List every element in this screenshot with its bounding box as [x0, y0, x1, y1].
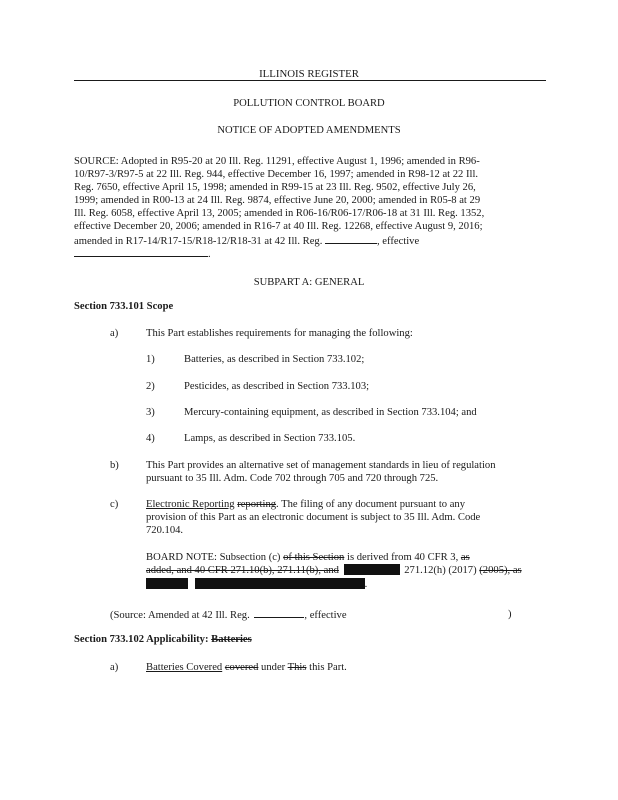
- notice-title: NOTICE OF ADOPTED AMENDMENTS: [217, 125, 401, 136]
- section-102-heading-struck: Batteries: [211, 634, 252, 645]
- amendment-source-prefix: (Source: Amended at 42 Ill. Reg.: [110, 610, 250, 621]
- register-header: [0, 68, 618, 81]
- source-line-2: 10/R97-3/R97-5 at 22 Ill. Reg. 944, effective December 16, 1997; amended in R98-12 at 22 Ill.: [74, 169, 479, 180]
- section-102-heading: [74, 633, 252, 646]
- section-102-a-text: [146, 661, 347, 674]
- item-1-num: 1): [146, 354, 155, 365]
- redaction-block: [195, 578, 365, 589]
- section-101-a-label: a): [110, 328, 119, 339]
- section-101-a-text: This Part establishes requirements for managing the following:: [146, 328, 413, 339]
- section-101-c-label: c): [110, 499, 119, 510]
- note-line-3-tail: .: [364, 579, 368, 590]
- section-101-b-label: b): [110, 460, 119, 471]
- source-line-1: SOURCE: Adopted in R95-20 at 20 Ill. Reg. 11291, effective August 1, 1996; amended in R96-: [74, 156, 480, 167]
- agency-name: POLLUTION CONTROL BOARD: [233, 98, 385, 109]
- item-3-num: 3): [146, 407, 155, 418]
- source-line-5: Ill. Reg. 6058, effective April 13, 2005; amended in R06-16/R06-17/R06-18 at 31 Ill. Reg. 1352,: [74, 208, 485, 219]
- c-struck-text: reporting: [237, 499, 277, 510]
- c-line-1-rest: . The filing of any document pursuant to any: [276, 499, 466, 510]
- section-101-heading: Section 733.101 Scope: [74, 301, 174, 312]
- register-title: ILLINOIS REGISTER: [259, 68, 359, 80]
- c-inserted-text: Electronic Reporting: [146, 499, 235, 510]
- section-102-a-struck: covered: [224, 662, 259, 673]
- section-102-a-struck-2: This: [287, 662, 307, 673]
- section-101-b-line-2: pursuant to 35 Ill. Adm. Code 702 through 705 and 720 through 725.: [146, 473, 439, 484]
- note-prefix: BOARD NOTE: Subsection (c): [146, 552, 281, 563]
- amendment-source-end: ): [508, 609, 512, 620]
- section-102-heading-a: Section 733.102 Applicability:: [74, 634, 209, 645]
- section-102-a-end: this Part.: [309, 662, 347, 673]
- section-101-b-line-1: This Part provides an alternative set of management standards in lieu of regulation: [146, 460, 496, 471]
- amendment-source-mid: , effective: [304, 610, 347, 621]
- section-102-a-inserted: Batteries Covered: [146, 662, 223, 673]
- register-page-blank: [325, 234, 377, 244]
- note-mid: is derived from 40 CFR 3,: [347, 552, 459, 563]
- note-line-2-citation: 271.12(h) (2017): [404, 565, 477, 576]
- section-102-a-under: under: [261, 662, 286, 673]
- item-1-text: Batteries, as described in Section 733.102;: [184, 354, 365, 365]
- source-line-7-text: amended in R17-14/R17-15/R18-12/R18-31 at 42 Ill. Reg.: [74, 236, 323, 247]
- effective-date-blank-line: .: [74, 247, 211, 261]
- section-102-a-label: a): [110, 662, 119, 673]
- source-line-6: effective December 20, 2006; amended in R16-7 at 40 Ill. Reg. 12268, effective August 9, 2016;: [74, 221, 483, 232]
- section-101-c-line-1: [146, 498, 465, 511]
- board-note-line-2: [146, 564, 522, 577]
- note-struck-1: of this Section: [283, 552, 345, 563]
- source-line-7-end: , effective: [377, 236, 420, 247]
- item-2-text: Pesticides, as described in Section 733.103;: [184, 381, 370, 392]
- source-line-3: Reg. 7650, effective April 15, 1998; amended in R99-15 at 23 Ill. Reg. 9502, effective July 26,: [74, 182, 476, 193]
- item-3-text: Mercury-containing equipment, as described in Section 733.104; and: [184, 407, 477, 418]
- effective-date-blank: [74, 247, 208, 257]
- amendment-source-line: [110, 608, 347, 622]
- redaction-block: [344, 564, 400, 575]
- board-note-line-1: [146, 551, 470, 564]
- note-struck-2: as: [460, 552, 470, 563]
- amendment-page-blank: [254, 608, 304, 618]
- item-4-num: 4): [146, 433, 155, 444]
- item-4-text: Lamps, as described in Section 733.105.: [184, 433, 356, 444]
- redaction-block: [146, 578, 188, 589]
- item-2-num: 2): [146, 381, 155, 392]
- subpart-title: SUBPART A: GENERAL: [253, 277, 365, 288]
- source-line-7: [74, 234, 419, 248]
- note-line-2-struck-2: (2005), as: [479, 565, 522, 576]
- note-line-2-struck: added, and 40 CFR 271.10(b), 271.11(b), and: [146, 565, 339, 576]
- section-101-c-line-3: 720.104.: [146, 525, 184, 536]
- board-note-line-3: [146, 578, 367, 591]
- source-line-4: 1999; amended in R00-13 at 24 Ill. Reg. 9874, effective June 20, 2000; amended in R05-8 at 29: [74, 195, 481, 206]
- section-101-c-line-2: provision of this Part as an electronic document is subject to 35 Ill. Adm. Code: [146, 512, 481, 523]
